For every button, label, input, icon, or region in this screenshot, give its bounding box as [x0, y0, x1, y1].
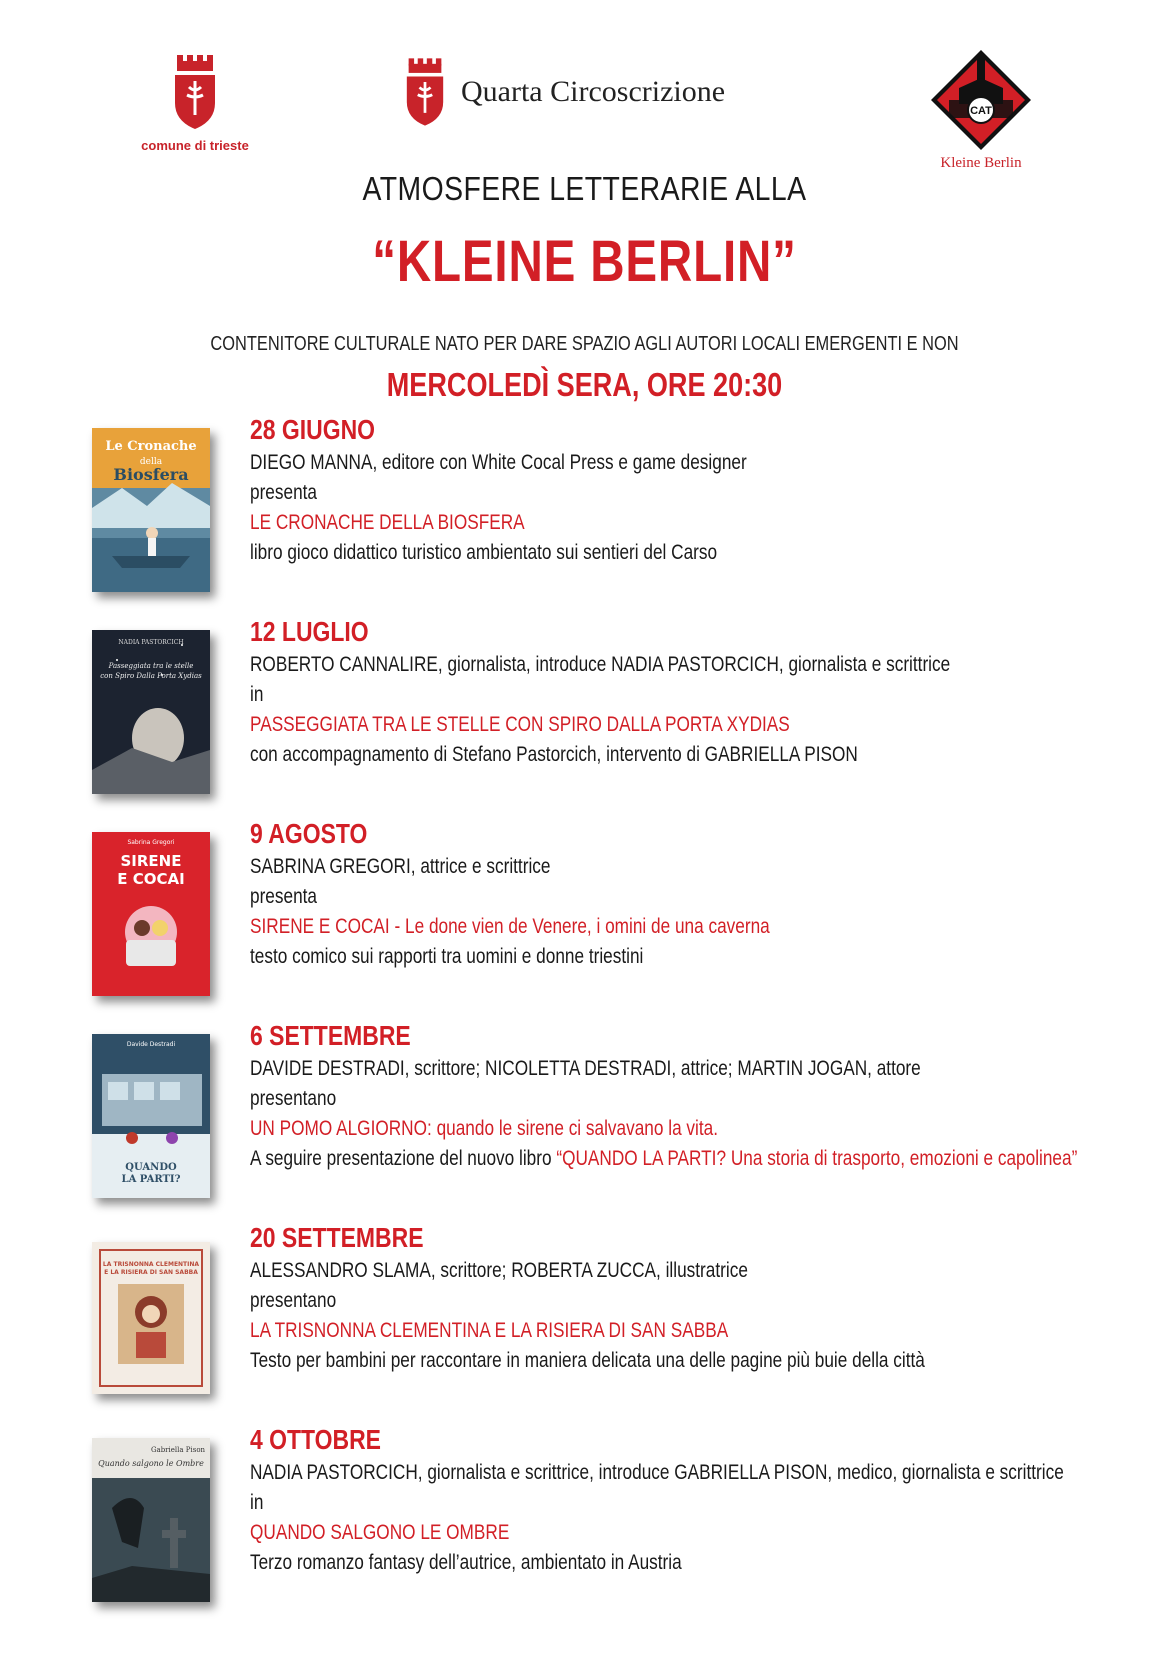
book-cover-trisnonna-clementina: [92, 1242, 210, 1394]
svg-text:SIRENE: SIRENE: [120, 852, 182, 870]
event-verb: in: [250, 1491, 264, 1514]
book-cover-sirene-cocai: [92, 832, 210, 996]
event-speakers: DIEGO MANNA, editore con White Cocal Press e game designer: [250, 451, 747, 474]
book-cover-cronache-biosfera: [92, 428, 210, 592]
event-verb: presentano: [250, 1087, 337, 1110]
svg-text:E COCAI: E COCAI: [117, 870, 185, 888]
event-description: testo comico sui rapporti tra uomini e donne triestini: [250, 945, 644, 968]
cat-badge-text: CAT: [970, 105, 992, 117]
svg-text:con Spiro Dalla Porta Xydias: con Spiro Dalla Porta Xydias: [100, 672, 202, 680]
event-book-title: PASSEGGIATA TRA LE STELLE CON SPIRO DALLA PORTA XYDIAS: [250, 713, 790, 736]
event-description: Testo per bambini per raccontare in maniera delicata una delle pagine più buie della città: [250, 1349, 925, 1372]
trieste-coat-of-arms-icon: [173, 55, 217, 129]
book-cover-quando-la-parti: [92, 1034, 210, 1198]
event-speakers: ROBERTO CANNALIRE, giornalista, introduce NADIA PASTORCICH, giornalista e scrittrice: [250, 653, 951, 676]
cover-author: NADIA PASTORCICH: [118, 639, 184, 646]
svg-text:E LA RISIERA DI SAN SABBA: E LA RISIERA DI SAN SABBA: [104, 1269, 198, 1276]
title-line-1: ATMOSFERE LETTERARIE ALLA: [362, 170, 807, 207]
event-book-title: SIRENE E COCAI - Le done vien de Venere, i omini de una caverna: [250, 915, 770, 938]
svg-text:LA TRISNONNA CLEMENTINA: LA TRISNONNA CLEMENTINA: [102, 1261, 200, 1268]
svg-text:della: della: [139, 457, 163, 467]
subtitle: CONTENITORE CULTURALE NATO PER DARE SPAZIO AGLI AUTORI LOCALI EMERGENTI E NON: [210, 333, 959, 355]
trieste-coat-of-arms-icon: [405, 58, 445, 126]
event-date: 9 AGOSTO: [250, 818, 368, 849]
event-verb: in: [250, 683, 264, 706]
svg-text:Biosfera: Biosfera: [113, 465, 189, 484]
event-speakers: NADIA PASTORCICH, giornalista e scrittrice, introduce GABRIELLA PISON, medico, giornalista e scrittrice: [250, 1461, 1064, 1484]
event-date: 20 SETTEMBRE: [250, 1222, 424, 1253]
book-cover-quando-salgono-ombre: [92, 1438, 210, 1602]
event-book-title: QUANDO SALGONO LE OMBRE: [250, 1521, 510, 1544]
event-description: con accompagnamento di Stefano Pastorcich, intervento di GABRIELLA PISON: [250, 743, 858, 766]
event-date: 28 GIUGNO: [250, 414, 376, 445]
event-speakers: DAVIDE DESTRADI, scrittore; NICOLETTA DESTRADI, attrice; MARTIN JOGAN, attore: [250, 1057, 921, 1080]
event-book-title: UN POMO ALGIORNO: quando le sirene ci salvavano la vita.: [250, 1117, 719, 1140]
event-book-title: LE CRONACHE DELLA BIOSFERA: [250, 511, 525, 534]
event-description: [250, 1144, 1078, 1174]
event-date: 6 SETTEMBRE: [250, 1020, 411, 1051]
description-prefix: A seguire presentazione del nuovo libro: [250, 1147, 557, 1170]
kleine-berlin-caption: Kleine Berlin: [940, 155, 1022, 171]
svg-text:Passeggiata tra le stelle: Passeggiata tra le stelle: [108, 662, 194, 670]
comune-di-trieste-logo: [130, 55, 260, 153]
svg-text:QUANDO: QUANDO: [125, 1162, 177, 1173]
comune-di-trieste-caption: comune di trieste: [141, 138, 249, 153]
description-highlight: “QUANDO LA PARTI? Una storia di trasporto, emozioni e capolinea”: [556, 1147, 1078, 1170]
quarta-circoscrizione-name: Quarta Circoscrizione: [461, 75, 726, 108]
event-verb: presenta: [250, 481, 318, 504]
event-verb: presentano: [250, 1289, 337, 1312]
event-date: 4 OTTOBRE: [250, 1424, 381, 1455]
quarta-circoscrizione-logo: [405, 58, 725, 126]
event-book-title: LA TRISNONNA CLEMENTINA E LA RISIERA DI SAN SABBA: [250, 1319, 729, 1342]
title-line-2: “KLEINE BERLIN”: [372, 229, 797, 294]
svg-text:Le Cronache: Le Cronache: [105, 439, 197, 454]
event-speakers: SABRINA GREGORI, attrice e scrittrice: [250, 855, 551, 878]
event-verb: presenta: [250, 885, 318, 908]
event-description: Terzo romanzo fantasy dell’autrice, ambientato in Austria: [250, 1551, 682, 1574]
cover-author: Gabriella Pison: [150, 1446, 206, 1454]
cover-author: Davide Destradi: [126, 1041, 176, 1048]
svg-text:LA PARTI?: LA PARTI?: [121, 1174, 181, 1185]
kleine-berlin-diamond-icon: [929, 48, 1033, 152]
kleine-berlin-logo: [926, 48, 1036, 172]
event-date: 12 LUGLIO: [250, 616, 369, 647]
event-speakers: ALESSANDRO SLAMA, scrittore; ROBERTA ZUCCA, illustratrice: [250, 1259, 748, 1282]
book-cover-passeggiata-stelle: [92, 630, 210, 794]
cover-author: Sabrina Gregori: [127, 839, 175, 846]
event-description: libro gioco didattico turistico ambientato sui sentieri del Carso: [250, 541, 718, 564]
svg-text:Quando salgono le Ombre: Quando salgono le Ombre: [98, 1459, 204, 1468]
schedule-time: MERCOLEDÌ SERA, ORE 20:30: [386, 366, 783, 403]
